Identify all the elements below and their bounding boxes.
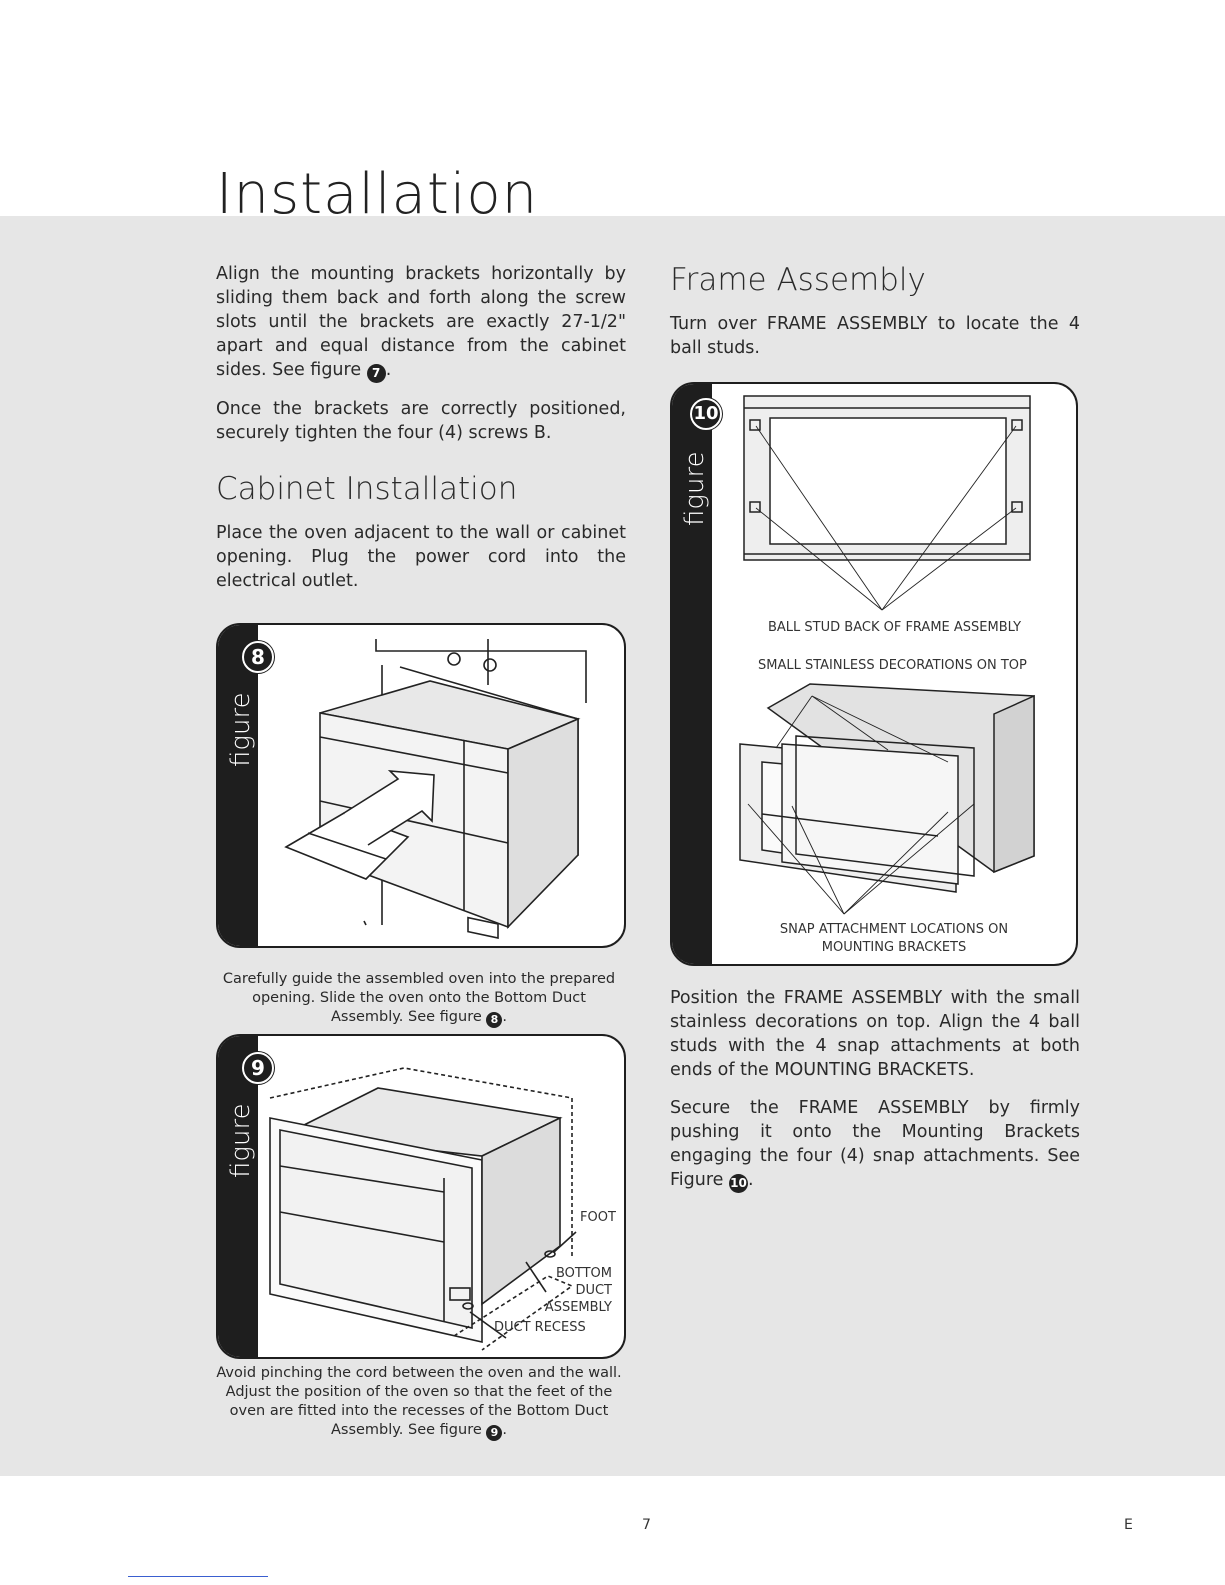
figure-10-number: 10 [690,398,722,430]
label-foot: FOOT [580,1210,616,1225]
figure-8-word: figure [226,692,256,767]
language-marker: E [1124,1517,1133,1533]
label-snap-attachment-1: SNAP ATTACHMENT LOCATIONS ON [779,922,1009,937]
oven-insertion-illustration [258,625,624,946]
label-ball-stud: BALL STUD BACK OF FRAME ASSEMBLY [768,620,1022,635]
figure-9-caption: Avoid pinching the cord between the oven and the wall. Adjust the position of the oven so that the feet of the oven are fitted into the recesses of the Bottom Duct Assembly. See figure 9 . [216,1365,622,1439]
frame-paragraph-1: Turn over FRAME ASSEMBLY to locate the 4 ball studs. [670,314,1080,358]
label-duct: DUCT [575,1283,612,1298]
intro-paragraph-2: Once the brackets are correctly positioned, securely tighten the four (4) screws B. [216,399,626,443]
frame-paragraph-3: Secure the FRAME ASSEMBLY by firmly pushing it onto the Mounting Brackets engaging the four (4) snap attachments. See Figure 10. [670,1096,1080,1193]
figure-8-box [216,623,626,948]
figure-10-ref-badge: 10 [729,1174,748,1193]
figure-9-sidebar [218,1036,258,1357]
figure-10-box [670,382,1078,966]
right-column-top [670,262,1080,374]
label-bottom: BOTTOM [555,1266,612,1281]
figure-9-caption-badge: 9 [486,1425,502,1441]
intro-paragraph-1-text: Align the mounting brackets horizontally by sliding them back and forth along the screw slots until the brackets are exactly 27-1/2" apart and equal distance from the cabinet sides. See figure [216,264,626,380]
frame-assembly-heading: Frame Assembly [670,262,926,298]
figure-8-caption: Carefully guide the assembled oven into the prepared opening. Slide the oven onto the Bottom Duct Assembly. See figure 8 . [222,971,616,1026]
figure-8-caption-text: Carefully guide the assembled oven into the prepared opening. Slide the oven onto the Bottom Duct Assembly. See figure [222,971,616,1025]
right-column-bottom [670,986,1080,1207]
frame-assembly-illustration [712,384,1076,964]
label-small-decorations: SMALL STAINLESS DECORATIONS ON TOP [758,658,1027,673]
frame-paragraph-3-text: Secure the FRAME ASSEMBLY by firmly pushing it onto the Mounting Brackets engaging the four (4) snap attachments. See Figure [670,1098,1080,1190]
cabinet-paragraph: Place the oven adjacent to the wall or cabinet opening. Plug the power cord into the electrical outlet. [216,523,626,591]
label-snap-attachment-2: MOUNTING BRACKETS [821,940,967,955]
figure-8-number: 8 [242,641,274,673]
bottom-link-underline [128,1576,268,1577]
figure-8-sidebar [218,625,258,946]
figure-10-word: figure [680,451,710,526]
left-column [216,262,626,607]
label-assembly: ASSEMBLY [544,1300,612,1315]
figure-8-caption-badge: 8 [486,1012,502,1028]
frame-paragraph-2: Position the FRAME ASSEMBLY with the small stainless decorations on top. Align the 4 ball studs with the 4 snap attachments at both ends of the MOUNTING BRACKETS. [670,988,1080,1080]
figure-9-caption-text: Avoid pinching the cord between the oven and the wall. Adjust the position of the oven so that the feet of the oven are fitted into the recesses of the Bottom Duct Assembly. See figure [216,1365,622,1438]
label-duct-recess: DUCT RECESS [494,1320,586,1335]
page-title: Installation [216,162,539,227]
intro-paragraph-1: Align the mounting brackets horizontally by sliding them back and forth along the screw slots until the brackets are exactly 27-1/2" apart and equal distance from the cabinet sides. See figure 7 . [216,262,626,383]
figure-9-box [216,1034,626,1359]
cabinet-installation-heading: Cabinet Installation [216,471,518,507]
figure-ref-badge: 7 [367,364,386,383]
figure-9-number: 9 [242,1052,274,1084]
figure-9-word: figure [226,1103,256,1178]
page-number: 7 [642,1517,651,1533]
